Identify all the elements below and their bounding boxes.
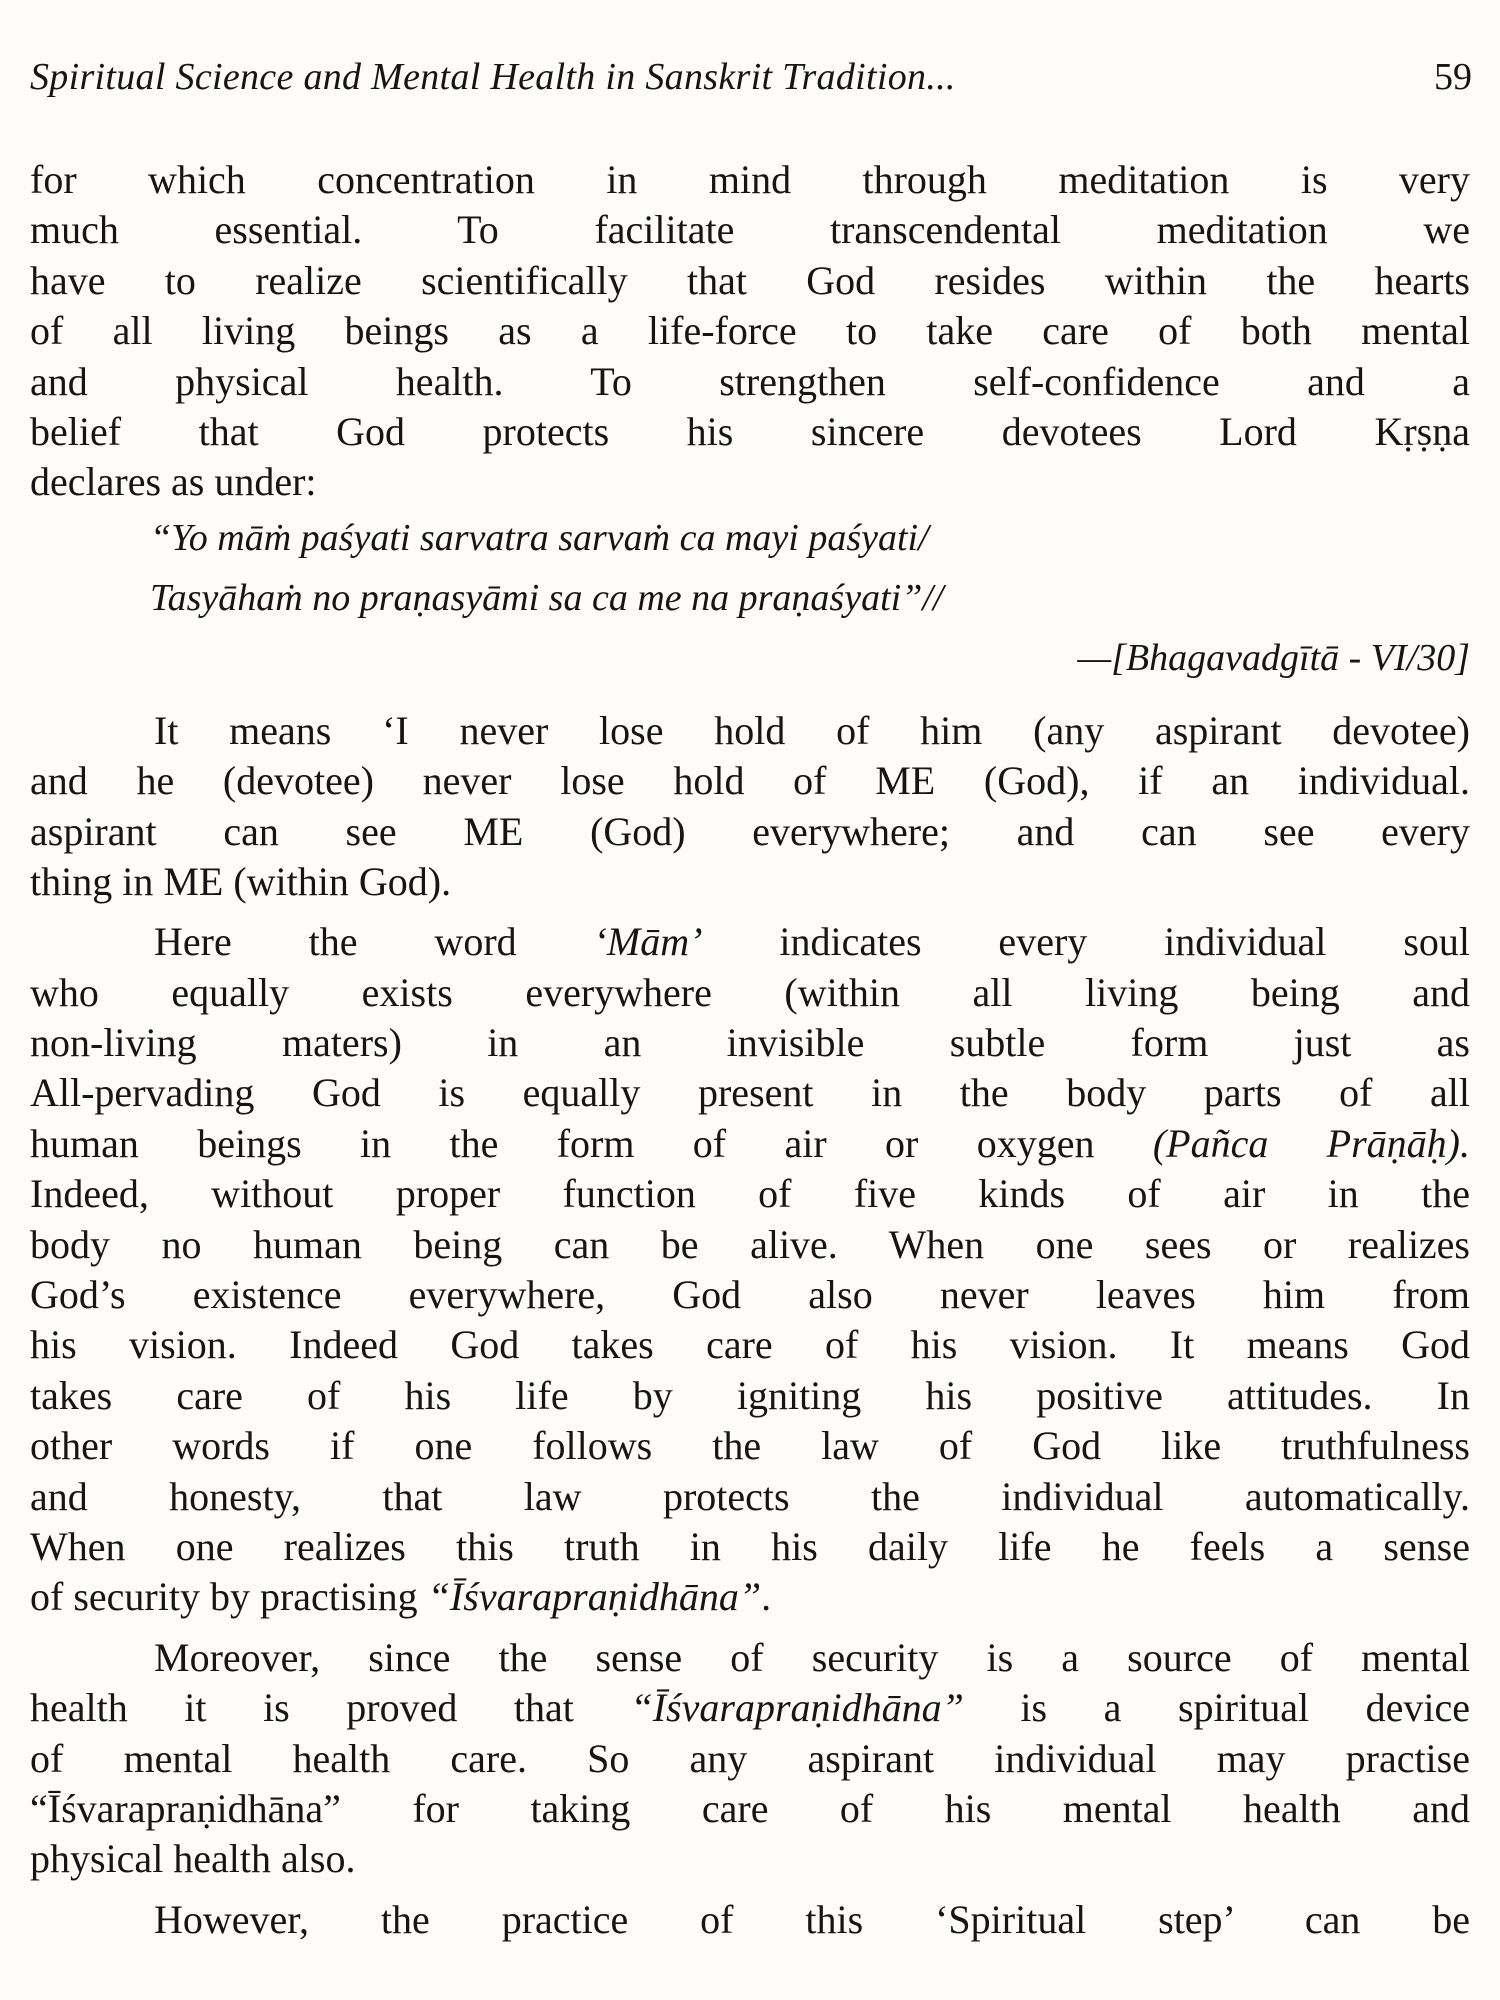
text-line: have to realize scientifically that God resides within the hearts — [30, 257, 1470, 303]
text-line: It means ‘I never lose hold of him (any aspirant devotee) — [154, 707, 1470, 753]
paragraph-1 — [30, 706, 1470, 908]
verse-line-1: “Yo māṁ paśyati sarvatra sarvaṁ ca mayi paśyati/ — [150, 516, 929, 559]
text-line: of mental health care. So any aspirant individual may practise — [30, 1735, 1470, 1781]
text-run: human beings in the form of air or oxygen — [30, 1120, 1153, 1166]
text-line: of all living beings as a life-force to take care of both mental — [30, 308, 1470, 354]
text-run: Here the word — [154, 919, 594, 965]
paragraph-2 — [30, 917, 1470, 1622]
text-line: declares as under: — [30, 459, 317, 505]
text-line: who equally exists everywhere (within all living being and — [30, 969, 1470, 1015]
text-line — [30, 917, 1470, 967]
text-line: body no human being can be alive. When one sees or realizes — [30, 1221, 1470, 1267]
verse-citation: —[Bhagavadgītā - VI/30] — [1077, 636, 1470, 679]
page-number: 59 — [1434, 56, 1472, 98]
running-title: Spiritual Science and Mental Health in Sanskrit Tradition... — [30, 56, 956, 98]
sanskrit-term: (Pañca Prāṇāḥ). — [1152, 1120, 1470, 1166]
verse-quote — [30, 508, 1470, 688]
verse-line-2: Tasyāhaṁ no praṇasyāmi sa ca me na praṇaśyati”// — [150, 576, 944, 619]
paragraph-4 — [30, 1895, 1470, 1945]
text-line: for which concentration in mind through meditation is very — [30, 157, 1470, 202]
body-text — [30, 155, 1470, 1945]
sanskrit-term: ‘Mām’ — [593, 919, 703, 965]
text-line — [30, 1572, 1470, 1622]
intro-paragraph — [30, 155, 1470, 508]
text-line: “Īśvarapraṇidhāna” for taking care of his mental health and — [30, 1785, 1470, 1831]
text-line: Moreover, since the sense of security is a source of mental — [154, 1634, 1470, 1680]
text-line: his vision. Indeed God takes care of his vision. It means God — [30, 1322, 1470, 1368]
text-line — [30, 1683, 1470, 1733]
page-header — [30, 55, 1472, 115]
text-line: belief that God protects his sincere devotees Lord Kṛṣṇa — [30, 408, 1470, 454]
text-run: of security by practising — [30, 1574, 428, 1620]
text-line: takes care of his life by igniting his positive attitudes. In — [30, 1372, 1470, 1418]
text-line — [30, 1119, 1470, 1169]
text-line: and honesty, that law protects the individual automatically. — [30, 1473, 1470, 1519]
text-run: indicates every individual soul — [702, 919, 1470, 965]
text-line: and physical health. To strengthen self-confidence and a — [30, 358, 1470, 404]
text-line: other words if one follows the law of God like truthfulness — [30, 1423, 1470, 1469]
text-line: However, the practice of this ‘Spiritual step’ can be — [154, 1896, 1470, 1942]
text-line: God’s existence everywhere, God also never leaves him from — [30, 1272, 1470, 1318]
text-line: All-pervading God is equally present in the body parts of all — [30, 1070, 1470, 1116]
text-run: . — [761, 1574, 772, 1620]
text-line: much essential. To facilitate transcendental meditation we — [30, 207, 1470, 253]
text-line: thing in ME (within God). — [30, 858, 452, 904]
text-line: aspirant can see ME (God) everywhere; and can see every — [30, 808, 1470, 854]
text-line: and he (devotee) never lose hold of ME (God), if an individual. — [30, 758, 1470, 804]
text-line: When one realizes this truth in his daily life he feels a sense — [30, 1523, 1470, 1569]
text-line: non-living maters) in an invisible subtle form just as — [30, 1020, 1470, 1066]
text-line: Indeed, without proper function of five kinds of air in the — [30, 1171, 1470, 1217]
sanskrit-term: “Īśvarapraṇidhāna” — [630, 1685, 964, 1731]
paragraph-3 — [30, 1633, 1470, 1885]
text-run: is a spiritual device — [963, 1685, 1470, 1731]
text-run: health it is proved that — [30, 1685, 631, 1731]
text-line: physical health also. — [30, 1836, 356, 1882]
sanskrit-term: “Īśvarapraṇidhāna” — [427, 1574, 762, 1620]
